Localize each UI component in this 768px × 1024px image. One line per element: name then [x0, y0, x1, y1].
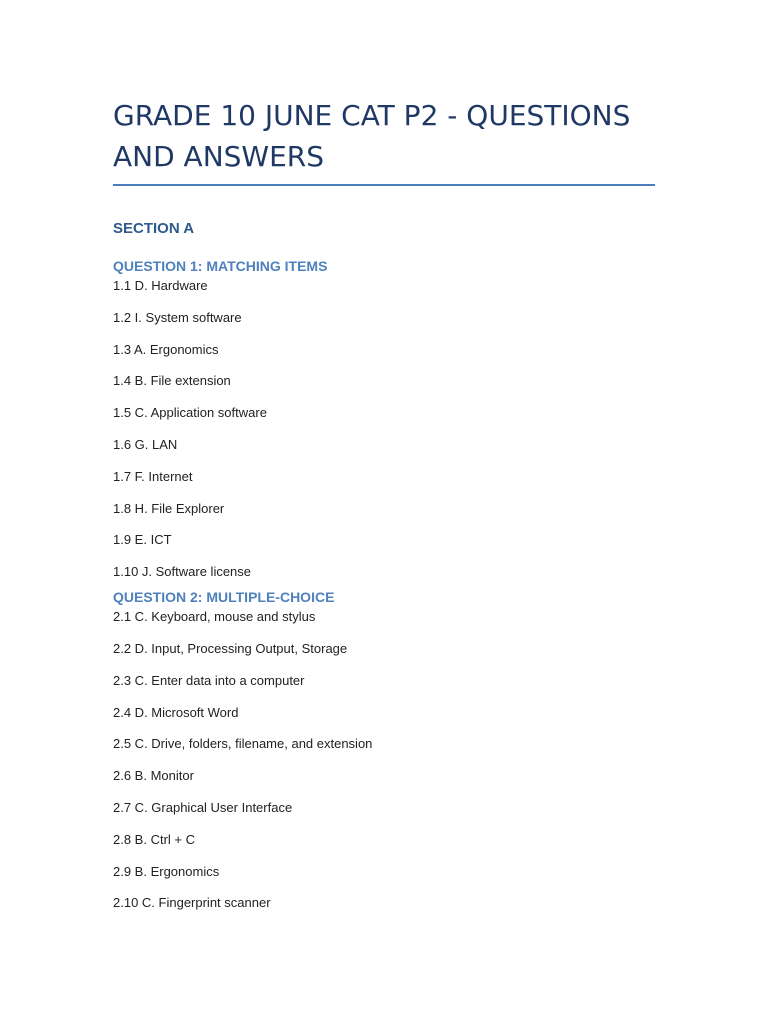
title-divider — [113, 184, 655, 186]
answer-item: 1.7 F. Internet — [113, 468, 193, 484]
answer-item: 2.9 B. Ergonomics — [113, 863, 220, 879]
section-heading: SECTION A — [113, 220, 195, 237]
answer-item: 2.5 C. Drive, folders, filename, and extension — [113, 736, 373, 752]
question-1-heading: QUESTION 1: MATCHING ITEMS — [113, 258, 328, 274]
question-1-answers — [113, 277, 655, 580]
answer-item: 1.1 D. Hardware — [113, 278, 208, 293]
answer-item: 2.10 C. Fingerprint scanner — [113, 895, 271, 911]
answer-item: 1.3 A. Ergonomics — [113, 341, 219, 357]
document-page — [113, 0, 655, 911]
answer-item: 1.5 C. Application software — [113, 405, 267, 421]
answer-item: 1.9 E. ICT — [113, 532, 172, 548]
answer-item: 1.8 H. File Explorer — [113, 500, 225, 516]
answer-item: 2.1 C. Keyboard, mouse and stylus — [113, 609, 316, 625]
question-2-answers — [113, 608, 655, 911]
answer-item: 1.10 J. Software license — [113, 564, 252, 580]
answer-item: 1.4 B. File extension — [113, 373, 231, 389]
answer-item: 2.7 C. Graphical User Interface — [113, 799, 293, 815]
answer-item: 2.8 B. Ctrl + C — [113, 831, 195, 847]
answer-item: 1.2 I. System software — [113, 309, 242, 325]
answer-item: 2.6 B. Monitor — [113, 768, 194, 784]
document-title: GRADE 10 JUNE CAT P2 - QUESTIONS AND ANSWERS — [113, 99, 631, 173]
question-2-heading: QUESTION 2: MULTIPLE-CHOICE — [113, 589, 335, 606]
answer-item: 2.3 C. Enter data into a computer — [113, 672, 305, 688]
answer-item: 2.4 D. Microsoft Word — [113, 704, 239, 720]
answer-item: 2.2 D. Input, Processing Output, Storage — [113, 640, 348, 656]
answer-item: 1.6 G. LAN — [113, 436, 178, 452]
